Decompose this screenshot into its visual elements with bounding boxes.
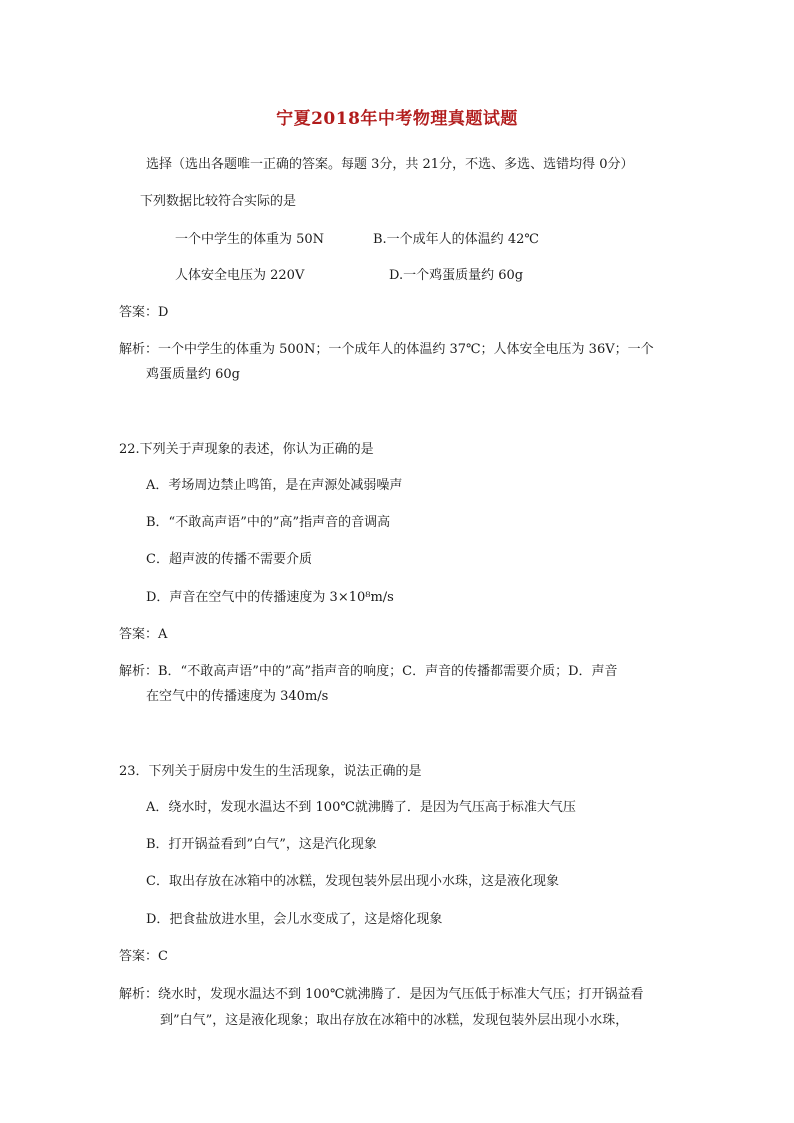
q23-option-c: C．取出存放在冰箱中的冰糕，发现包装外层出现小水珠，这是液化现象 xyxy=(146,874,559,889)
page-title: 宁夏2018年中考物理真题试题 xyxy=(276,109,518,129)
q22-analysis-line2: 在空气中的传播速度为 340m/s xyxy=(146,689,329,704)
q23-stem: 23．下列关于厨房中发生的生活现象，说法正确的是 xyxy=(119,764,422,779)
q21-stem: 下列数据比较符合实际的是 xyxy=(140,194,297,209)
q23-option-a: A．绕水时，发现水温达不到 100℃就沸腾了．是因为气压高于标准大气压 xyxy=(146,800,576,815)
q21-answer: 答案：D xyxy=(119,305,169,320)
q22-answer: 答案：A xyxy=(119,627,168,642)
q21-analysis-line2: 鸡蛋质量约 60g xyxy=(146,367,240,382)
q21-option-c: 人体安全电压为 220V xyxy=(175,268,305,283)
q22-option-c: C．超声波的传播不需要介质 xyxy=(146,552,312,567)
q22-option-d: D．声音在空气中的传播速度为 3×10⁸m/s xyxy=(146,590,394,605)
section-header: 选择（选出各题唯一正确的答案。每题 3分，共 21分，不选、多选、选错均得 0分） xyxy=(146,157,634,172)
q21-option-b: B.一个成年人的体温约 42℃ xyxy=(373,232,539,247)
q23-answer: 答案：C xyxy=(119,949,168,964)
q22-stem: 22.下列关于声现象的表述，你认为正确的是 xyxy=(119,442,374,457)
q21-option-a: 一个中学生的体重为 50N xyxy=(175,232,325,247)
q23-analysis-line1: 解析：绕水时，发现水温达不到 100℃就沸腾了．是因为气压低于标准大气压；打开锅益看 xyxy=(119,987,644,1002)
q21-analysis-line1: 解析：一个中学生的体重为 500N；一个成年人的体温约 37℃；人体安全电压为 36V；一个 xyxy=(119,342,654,357)
q23-analysis-line2: 到”白气”，这是液化现象；取出存放在冰箱中的冰糕，发现包装外层出现小水珠， xyxy=(160,1013,629,1028)
q23-option-d: D．把食盐放进水里，会儿水变成了，这是熔化现象 xyxy=(146,912,443,927)
q21-option-d: D.一个鸡蛋质量约 60g xyxy=(389,268,524,283)
q22-option-a: A．考场周边禁止鸣笛，是在声源处减弱噪声 xyxy=(146,478,403,493)
q23-option-b: B．打开锅益看到”白气”，这是汽化现象 xyxy=(146,837,377,852)
q22-analysis-line1: 解析：B．“不敢高声语”中的”高”指声音的响度；C．声音的传播都需要介质；D．声音 xyxy=(119,664,618,679)
q22-option-b: B．“不敢高声语”中的”高”指声音的音调高 xyxy=(146,515,391,530)
